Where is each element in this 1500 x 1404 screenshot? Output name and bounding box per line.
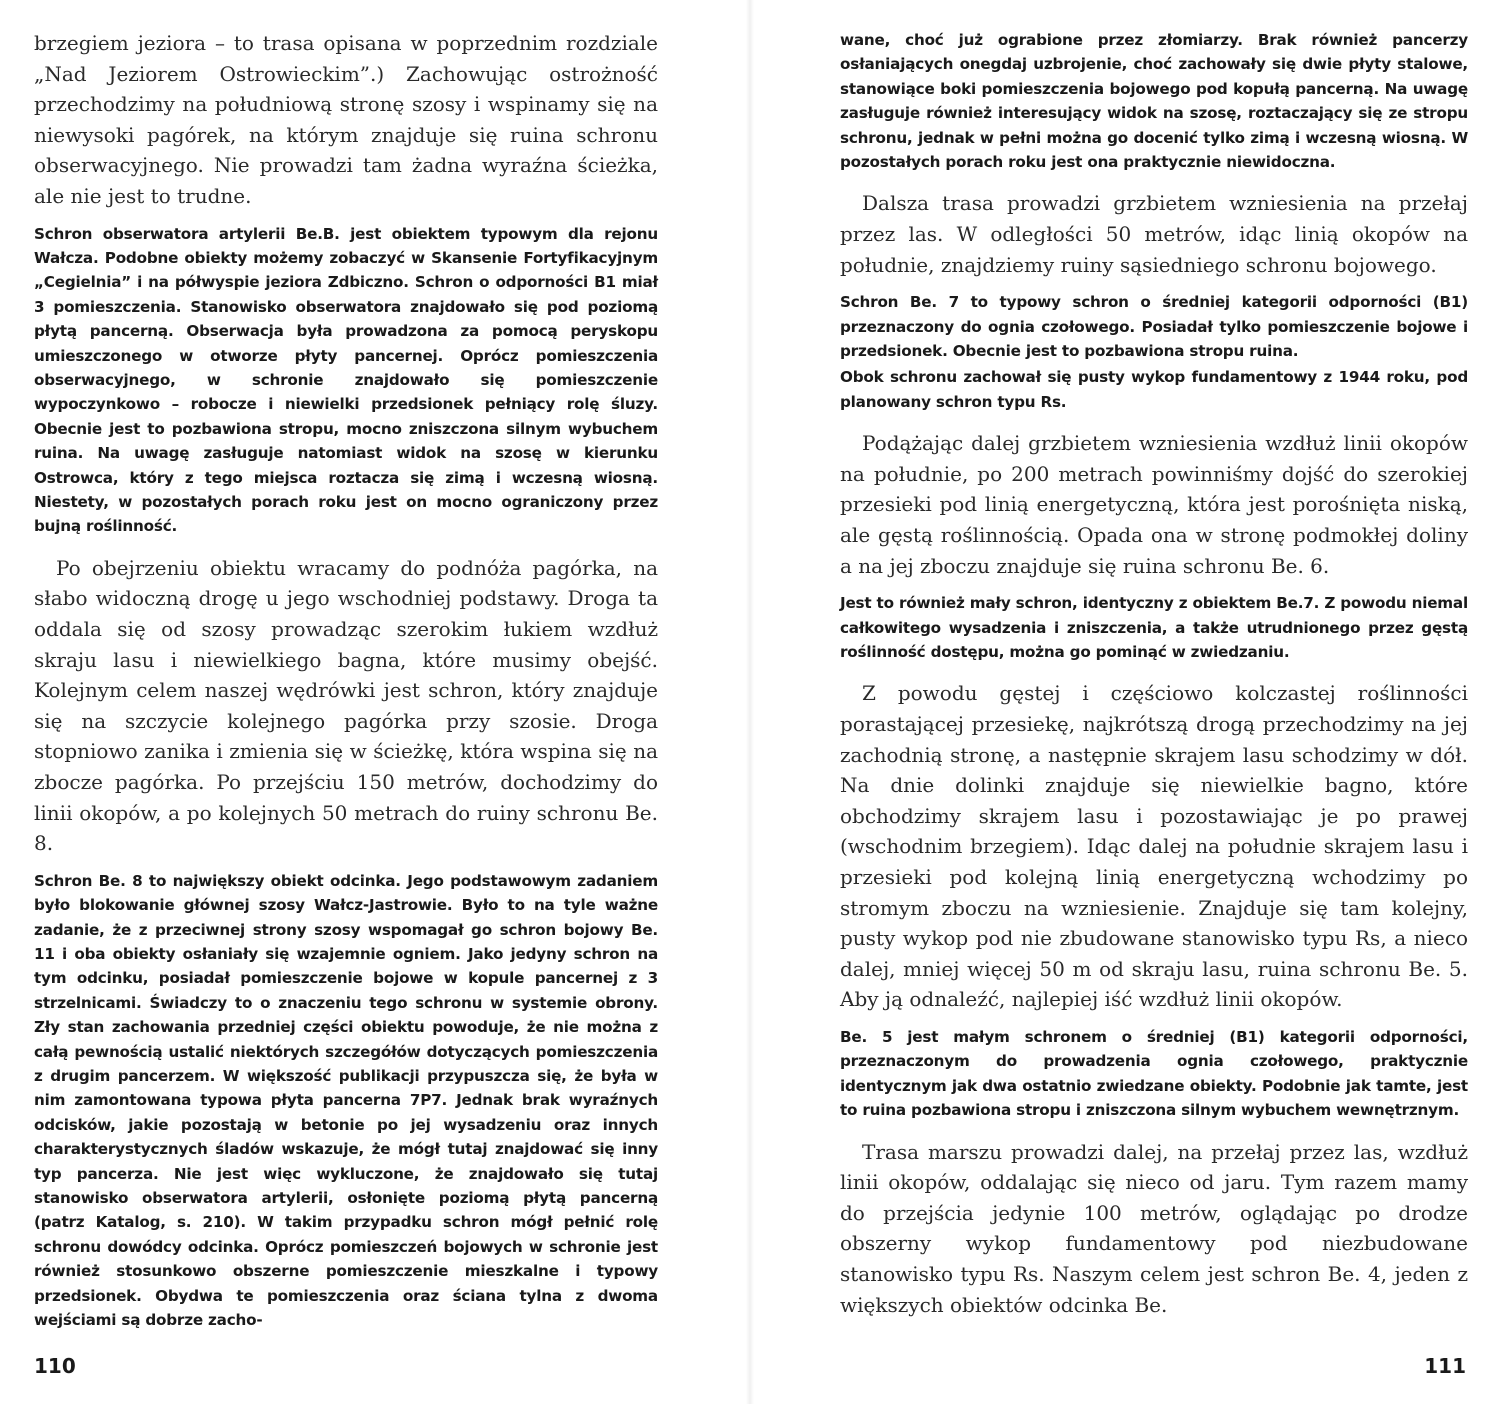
info-paragraph: Schron obserwatora artylerii Be.B. jest obiektem typowym dla rejonu Wałcza. Podobne obiekty możemy zobaczyć w Skansenie Fortyfikacyjnym „Cegielnia” i na półwyspie jeziora Zdbiczno. Schron o odporności B1 miał 3 pomieszczenia. Stanowisko obserwatora znajdowało się pod poziomą płytą pancerną. Obserwacja była prowadzona za pomocą peryskopu umieszczonego w otworze płyty pancernej. Oprócz pomieszczenia obserwacyjnego, w schronie znajdowało się pomieszczenie wypoczynkowo – robocze i niewielki przedsionek pełniący rolę śluzy. Obecnie jest to pozbawiona stropu, mocno zniszczona silnym wybuchem ruina. Na uwagę zasługuje natomiast widok na szosę w kierunku Ostrowca, który z tego miejsca roztacza się zimą i wczesną wiosną. Niestety, w pozostałych porach roku jest on mocno ograniczony przez bujną roślinność. — [34, 224, 658, 536]
body-paragraph: Podążając dalej grzbietem wzniesienia wzdłuż linii okopów na południe, po 200 metrach powinniśmy dojść do szerokiej przesieki pod linią energetyczną, która jest porośnięta niską, ale gęstą roślinnością. Opada ona w stronę podmokłej doliny a na jej zboczu znajduje się ruina schronu Be. 6. — [840, 431, 1468, 578]
page-number: 111 — [1424, 1354, 1466, 1378]
info-paragraph: Obok schronu zachował się pusty wykop fundamentowy z 1944 roku, pod planowany schron typu Rs. — [840, 368, 1468, 411]
body-paragraph: brzegiem jeziora – to trasa opisana w poprzednim rozdziale „Nad Jeziorem Ostrowieckim”.) Zachowując ostrożność przechodzimy na południową stronę szosy i wspinamy się na niewysoki pagórek, na którym znajduje się ruina schronu obserwacyjnego. Nie prowadzi tam żadna wyraźna ścieżka, ale nie jest to trudne. — [34, 31, 658, 208]
right-page — [750, 0, 1500, 1404]
info-paragraph: Schron Be. 7 to typowy schron o średniej kategorii odporności (B1) przeznaczony do ognia czołowego. Posiadał tylko pomieszczenie bojowe i przedsionek. Obecnie jest to pozbawiona stropu ruina. — [840, 293, 1468, 361]
page-number: 110 — [34, 1354, 76, 1378]
info-paragraph: wane, choć już ograbione przez złomiarzy. Brak również pancerzy osłaniających onegdaj uzbrojenie, choć zachowały się dwie płyty stalowe, stanowiące boki pomieszczenia bojowego pod kopułą pancerną. Na uwagę zasługuje również interesujący widok na szosę, roztaczający się ze stropu schronu, jednak w pełni można go docenić tylko zimą i wczesną wiosną. W pozostałych porach roku jest ona praktycznie niewidoczna. — [840, 31, 1468, 172]
info-paragraph: Jest to również mały schron, identyczny z obiektem Be.7. Z powodu niemal całkowitego wysadzenia i zniszczenia, a także utrudnionego przez gęstą roślinność dostępu, można go pominąć w zwiedzaniu. — [840, 594, 1468, 662]
left-text-column — [34, 28, 658, 1333]
body-paragraph: Dalsza trasa prowadzi grzbietem wzniesienia na przełaj przez las. W odległości 50 metrów, idąc linią okopów na południe, znajdziemy ruiny sąsiedniego schronu bojowego. — [840, 191, 1468, 277]
info-paragraph: Be. 5 jest małym schronem o średniej (B1) kategorii odporności, przeznaczonym do prowadzenia ognia czołowego, praktycznie identycznym jak dwa ostatnio zwiedzane obiekty. Podobnie jak tamte, jest to ruina pozbawiona stropu i zniszczona silnym wybuchem wewnętrznym. — [840, 1027, 1468, 1120]
right-text-column — [840, 28, 1468, 1320]
body-paragraph: Z powodu gęstej i częściowo kolczastej roślinności porastającej przesiekę, najkrótszą drogą przechodzimy na jej zachodnią stronę, a następnie skrajem lasu schodzimy w dół. Na dnie dolinki znajduje się niewielkie bagno, które obchodzimy skrajem lasu i pozostawiając je po prawej (wschodnim brzegiem). Idąc dalej na południe skrajem lasu i przesieki pod kolejną linią energetyczną wchodzimy po stromym zboczu na wzniesienie. Znajduje się tam kolejny, pusty wykop pod nie zbudowane stanowisko typu Rs, a nieco dalej, mniej więcej 50 m od skraju lasu, ruina schronu Be. 5. Aby ją odnaleźć, najlepiej iść wzdłuż linii okopów. — [840, 681, 1468, 1012]
info-paragraph: Schron Be. 8 to największy obiekt odcinka. Jego podstawowym zadaniem było blokowanie głównej szosy Wałcz-Jastrowie. Było to na tyle ważne zadanie, że z przeciwnej strony szosy wspomagał go schron bojowy Be. 11 i oba obiekty osłaniały się wzajemnie ogniem. Jako jedyny schron na tym odcinku, posiadał pomieszczenie bojowe w kopule pancernej z 3 strzelnicami. Świadczy to o znaczeniu tego schronu w systemie obrony. Zły stan zachowania przedniej części obiektu powoduje, że nie można z całą pewnością ustalić niektórych szczegółów dotyczących pomieszczenia z drugim pancerzem. W większość publikacji przypuszcza się, że była w nim zamontowana typowa płyta pancerna 7P7. Jednak brak wyraźnych odcisków, jakie pozostają w betonie po jej wysadzeniu oraz innych charakterystycznych śladów wskazuje, że mógł tutaj znajdować się inny typ pancerza. Nie jest więc wykluczone, że znajdowało się tutaj stanowisko obserwatora artylerii, osłonięte poziomą płytą pancerną (patrz Katalog, s. 210). W takim przypadku schron mógł pełnić rolę schronu dowódcy odcinka. Oprócz pomieszczeń bojowych w schronie jest również stosunkowo obszerne pomieszczenie mieszkalne i typowy przedsionek. Obydwa te pomieszczenia oraz ściana tylna z dwoma wejściami są dobrze zacho- — [34, 871, 658, 1330]
body-paragraph: Trasa marszu prowadzi dalej, na przełaj przez las, wzdłuż linii okopów, oddalając się nieco od jaru. Tym razem mamy do przejścia jedynie 100 metrów, oglądając po drodze obszerny wykop fundamentowy pod niezbudowane stanowisko typu Rs. Naszym celem jest schron Be. 4, jeden z większych obiektów odcinka Be. — [840, 1139, 1468, 1317]
body-paragraph: Po obejrzeniu obiektu wracamy do podnóża pagórka, na słabo widoczną drogę u jego wschodniej podstawy. Droga ta oddala się od szosy prowadząc szerokim łukiem wzdłuż skraju lasu i niewielkiego bagna, które musimy obejść. Kolejnym celem naszej wędrówki jest schron, który znajduje się na szczycie kolejnego pagórka przy szosie. Droga stopniowo zanika i zmienia się w ścieżkę, która wspina się na zbocze pagórka. Po przejściu 150 metrów, dochodzimy do linii okopów, a po kolejnych 50 metrach do ruiny schronu Be. 8. — [34, 555, 658, 856]
